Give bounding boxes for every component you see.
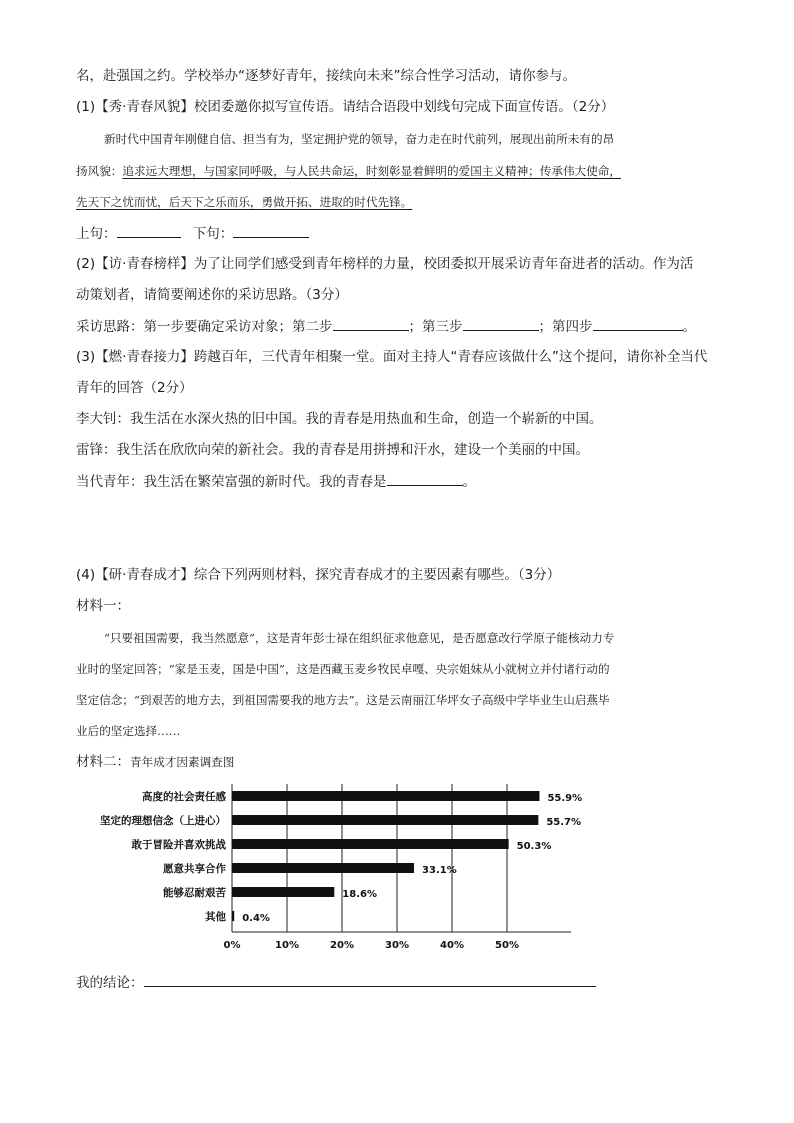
q2-step3-label: ；第三步 — [408, 319, 463, 335]
q3-now-blank[interactable] — [387, 471, 463, 486]
data-label: 18.6% — [342, 889, 378, 900]
q2-steps-row — [76, 316, 696, 337]
x-tick-label: 40% — [440, 940, 464, 951]
q2-steps-prefix: 采访思路：第一步要确定采访对象；第二步 — [76, 319, 333, 335]
q4-title: (4)【研·青春成才】综合下列两则材料，探究青春成才的主要因素有哪些。（3分） — [76, 567, 561, 583]
q3-title-line1: (3)【燃·青春接力】跨越百年，三代青年相聚一堂。面对主持人“青春应该做什么”这个提问，请你补全当代 — [76, 349, 708, 365]
bar — [232, 863, 414, 873]
data-label: 55.7% — [546, 817, 582, 828]
data-label: 50.3% — [516, 841, 552, 852]
chart-title: 青年成才因素调查图 — [130, 755, 235, 769]
q2-title-line2: 动策划者，请简要阐述你的采访思路。（3分） — [76, 287, 348, 303]
material-1-line3: 坚定信念；“到艰苦的地方去，到祖国需要我的地方去”。这是云南丽江华坪女子高级中学毕业生山启燕毕 — [76, 693, 610, 707]
q2-step4-blank[interactable] — [593, 316, 683, 331]
q1-title: (1)【秀·青春风貌】校团委邀你拟写宣传语。请结合语段中划线句完成下面宣传语。（2分） — [76, 99, 615, 115]
q1-lower-blank[interactable] — [233, 223, 309, 238]
q3-title-line2: 青年的回答（2分） — [76, 380, 193, 396]
youth-success-factors-chart — [90, 780, 610, 960]
data-label: 55.9% — [547, 793, 583, 804]
x-tick-label: 50% — [495, 940, 519, 951]
q1-lower-label: 下句： — [192, 226, 234, 242]
q2-title-line1: (2)【访·青春榜样】为了让同学们感受到青年榜样的力量，校团委拟开展采访青年奋进者的活动。作为活 — [76, 256, 694, 272]
data-label: 33.1% — [422, 865, 457, 876]
x-tick-label: 0% — [223, 940, 241, 951]
q3-li-dazhao: 李大钊：我生活在水深火热的旧中国。我的青春是用热血和生命，创造一个崭新的中国。 — [76, 411, 603, 427]
bar — [232, 791, 539, 801]
category-label: 能够忍耐艰苦 — [163, 887, 226, 899]
category-label: 愿意共享合作 — [163, 863, 226, 875]
q2-step3-blank[interactable] — [463, 316, 539, 331]
bar — [232, 839, 509, 849]
category-label: 其他 — [205, 911, 226, 923]
material-2-heading — [76, 752, 234, 772]
q2-step2-blank[interactable] — [333, 316, 409, 331]
q1-underlined-sentence-1: 追求远大理想，与国家同呼吸，与人民共命运，时刻彰显着鲜明的爱国主义精神；传承伟大使命， — [122, 164, 621, 178]
q1-upper-label: 上句： — [76, 226, 117, 242]
x-tick-label: 20% — [330, 940, 354, 951]
q1-passage-line3 — [76, 192, 412, 212]
material-1-line2: 业时的坚定回答；“家是玉麦，国是中国”，这是西藏玉麦乡牧民卓嘎、央宗姐妹从小就树立并付诸行动的 — [76, 662, 610, 676]
material-1-label: 材料一： — [76, 598, 130, 614]
material-2-label: 材料二： — [76, 754, 130, 770]
q1-answer-row — [76, 223, 309, 244]
q2-steps-end: 。 — [682, 319, 696, 335]
conclusion-row — [76, 972, 596, 993]
data-label: 0.4% — [242, 913, 270, 924]
q3-now-end: 。 — [462, 474, 476, 490]
q3-lei-feng: 雷锋：我生活在欣欣向荣的新社会。我的青春是用拼搏和汗水，建设一个美丽的中国。 — [76, 442, 589, 458]
intro-text: 名，赴强国之约。学校举办“逐梦好青年，接续向未来”综合性学习活动，请你参与。 — [76, 68, 576, 84]
q1-passage-line2 — [76, 161, 621, 181]
q1-passage-line1: 新时代中国青年刚健自信、担当有为，坚定拥护党的领导，奋力走在时代前列，展现出前所未有的昂 — [104, 132, 615, 146]
q1-passage-line2-plain: 扬风貌： — [76, 164, 123, 178]
q3-contemporary-youth — [76, 471, 476, 492]
category-label: 敢于冒险并喜欢挑战 — [131, 839, 226, 851]
q2-step4-label: ；第四步 — [538, 319, 593, 335]
bar — [232, 887, 334, 897]
q1-underlined-sentence-2: 先天下之忧而忧，后天下之乐而乐，勇做开拓、进取的时代先锋。 — [76, 195, 413, 209]
bar — [232, 911, 234, 921]
x-tick-label: 10% — [275, 940, 299, 951]
category-label: 坚定的理想信念（上进心） — [100, 815, 226, 827]
conclusion-label: 我的结论： — [76, 975, 144, 991]
material-1-line1: “只要祖国需要，我当然愿意”，这是青年彭士禄在组织征求他意见，是否愿意改行学原子能核动力专 — [104, 631, 615, 645]
category-label: 高度的社会责任感 — [142, 791, 226, 803]
x-tick-label: 30% — [385, 940, 409, 951]
q1-upper-blank[interactable] — [117, 223, 181, 238]
bar — [232, 815, 538, 825]
q3-now-prefix: 当代青年：我生活在繁荣富强的新时代。我的青春是 — [76, 474, 387, 490]
material-1-line4: 业后的坚定选择…… — [76, 724, 181, 738]
conclusion-blank[interactable] — [144, 972, 596, 987]
